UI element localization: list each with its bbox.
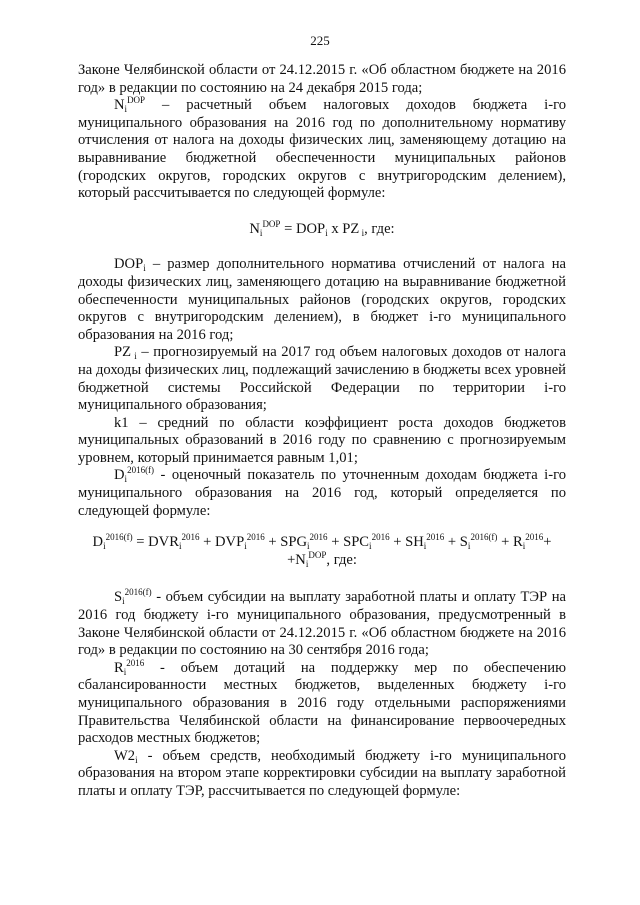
f2-term-sh-sub: i [423,541,427,552]
paragraph-r-definition [78,657,566,748]
f2-term-spg: + SPG [264,534,308,551]
f2-term-spc: + SPC [327,534,370,551]
paragraph-k1-definition: k1 – средний по области коэффициент роста доходов бюджетов муниципальных образований в 2016 году по сравнению с прогнозируемым уровнем, который принимается равным 1,01; [78,414,566,466]
f2-term-spc-sup: 2016 [371,532,390,543]
symbol-d-sup: 2016(f) [127,465,155,476]
paragraph-w2-definition [78,748,566,801]
f2-term-r-sup: 2016 [525,532,544,543]
f2-term-s-sup: 2016(f) [470,532,498,543]
f2-term-dvr-sup: 2016 [181,532,200,543]
symbol-r-sub: i [123,666,127,677]
f2-term-d-sup: 2016(f) [105,532,133,543]
f2-term-spg-sup: 2016 [309,532,328,543]
f1-lhs-sub: i [259,227,263,238]
f2-term-dvr: = DVR [132,534,179,551]
f2-term-d: D [92,534,104,551]
paragraph-dop-definition [78,256,566,344]
paragraph-law-reference: Законе Челябинской области от 24.12.2015 г. «Об областном бюджете на 2016 год» в редакции по состоянию на 24 декабря 2015 года; [78,62,566,96]
symbol-n-sup: DOP [127,95,146,106]
symbol-pz: PZ [114,344,132,361]
f2-term-n: +N [287,551,306,568]
symbol-dop-sub: i [143,263,146,274]
f2-term-dvp-sub: i [244,541,247,552]
f1-eq: = DOP [280,220,326,237]
f1-pz-sub: i [359,227,365,238]
r-text: - объем дотаций на поддержку мер по обеспечению сбалансированности местных бюджетов, выделенных бюджету i-го муниципального образования в 2016 году отдельными распоряжениями Правительства Челябинской области на финансирование первоочередных расходов местных бюджетов; [78,659,566,747]
f2-term-sh: + SH [389,534,424,551]
paragraph-s-definition [78,589,566,659]
f1-mid: x PZ [327,220,360,237]
f2-term-r: + R [497,534,523,551]
symbol-r-sup: 2016 [126,657,145,668]
paragraph-d-definition [78,467,566,520]
symbol-d-sub: i [124,474,128,485]
f2-term-s-sub: i [467,541,471,552]
symbol-dop: DOP [114,256,144,273]
symbol-w2-sub: i [135,754,138,765]
paragraph-ndop-definition [78,97,566,203]
f2-plus: + [543,534,552,551]
symbol-w2: W2 [114,747,136,764]
f1-lhs: N [249,220,260,237]
paragraph-pz-definition [78,344,566,414]
ndop-text: – расчетный объем налоговых доходов бюджета i-го муниципального образования на 2016 год по дополнительному нормативу отчисления от налога на доходы физических лиц, заменяющему дотацию на выравнивание бюджетной обеспеченности муниципальных районов (городских округов, городских округов с внутригородским делением), который рассчитывается по следующей формуле: [78,97,566,202]
pz-text: – прогнозируемый на 2017 год объем налоговых доходов от налога на доходы физических лиц, подлежащий зачислению в бюджеты всех уровней бюджетной системы Российской Федерации по территории i-го муниципального образования; [78,344,566,414]
f2-term-spc-sub: i [369,541,372,552]
symbol-s-sup: 2016(f) [124,587,152,598]
f2-term-d-sub: i [103,541,106,552]
f2-term-sh-sup: 2016 [426,532,445,543]
f2-term-n-sub: i [305,558,309,569]
f1-dop-sub: i [325,227,328,238]
symbol-n-sub: i [124,104,128,115]
f2-term-n-sup: DOP [308,549,327,560]
formula-d-line2 [78,549,566,570]
f2-term-dvp-sup: 2016 [246,532,265,543]
f2-term-s: + S [444,534,468,551]
symbol-s: S [114,589,123,606]
f2-term-spg-sub: i [307,541,310,552]
symbol-n: N [114,97,125,114]
symbol-pz-sub: i [131,351,137,362]
symbol-r: R [114,659,124,676]
f1-end: , где: [364,220,395,237]
page-number: 225 [310,33,330,48]
f2-term-r-sub: i [522,541,526,552]
f2-end: , где: [326,551,357,568]
f1-lhs-sup: DOP [262,218,281,229]
f2-term-dvp: + DVP [199,534,245,551]
symbol-s-sub: i [122,596,125,607]
w2-text: - объем средств, необходимый бюджету i-го муниципального образования на втором этапе корректировки субсидии на выплату заработной платы и оплату ТЭР, рассчитывается по следующей формуле: [78,747,566,799]
document-body [78,62,566,801]
dop-text: – размер дополнительного норматива отчислений от налога на доходы физических лиц, заменяющего дотацию на выравнивание бюджетной обеспеченности муниципальных районов (городских округов, городских округов с внутригородским делением), в бюджет i-го муниципального образования на 2016 год; [78,256,566,343]
d-text: - оценочный показатель по уточненным доходам бюджета i-го муниципального образования на 2016 год, который определяется по следующей формуле: [78,467,566,519]
symbol-d: D [114,467,125,484]
f2-term-dvr-sub: i [178,541,182,552]
s-text: - объем субсидии на выплату заработной платы и оплату ТЭР на 2016 год бюджету i-го муниципального образования, предусмотренный в Законе Челябинской области от 24.12.2015 г. «Об областном бюджете на 2016 год» в редакции по состоянию на 30 сентября 2016 года; [78,589,566,659]
formula-ndop [78,218,566,239]
